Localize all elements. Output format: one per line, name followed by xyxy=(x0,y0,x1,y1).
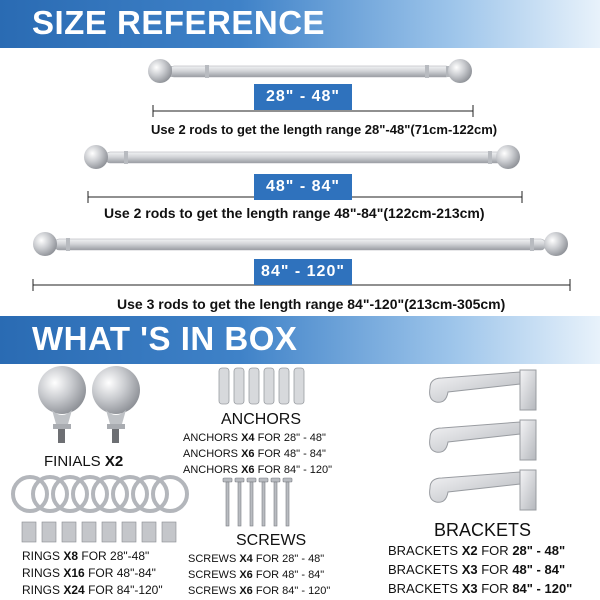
rings-image xyxy=(13,477,187,511)
rod-3 xyxy=(33,232,568,256)
rod-note-2: Use 2 rods to get the length range 48"-84"(122cm-213cm) xyxy=(104,205,485,221)
rod-2 xyxy=(84,145,520,169)
rod-1 xyxy=(148,59,472,83)
screws-label: SCREWS xyxy=(236,532,307,549)
screws-image xyxy=(223,478,292,526)
range-badge-1: 28" - 48" xyxy=(254,84,352,110)
anchors-image xyxy=(219,368,304,404)
brackets-line-3: BRACKETS X3 FOR 84" - 120" xyxy=(388,581,573,596)
rod-note-1: Use 2 rods to get the length range 28"-48"(71cm-122cm) xyxy=(151,122,498,137)
anchors-label: ANCHORS xyxy=(221,411,302,428)
range-badge-3: 84" - 120" xyxy=(254,259,352,285)
anchors-line-1: ANCHORS X4 FOR 28" - 48" xyxy=(183,432,326,444)
size-reference-title: SIZE REFERENCE xyxy=(32,4,326,41)
brackets-image xyxy=(430,370,536,510)
anchors-line-2: ANCHORS X6 FOR 48" - 84" xyxy=(183,448,326,460)
rings-line-3: RINGS X24 FOR 84"-120" xyxy=(22,583,163,597)
brackets-label: BRACKETS xyxy=(434,520,532,540)
ring-clips xyxy=(22,522,176,542)
screws-line-3: SCREWS X6 FOR 84" - 120" xyxy=(188,585,331,597)
screws-line-2: SCREWS X6 FOR 48" - 84" xyxy=(188,569,325,581)
brackets-line-2: BRACKETS X3 FOR 48" - 84" xyxy=(388,562,566,577)
brackets-line-1: BRACKETS X2 FOR 28" - 48" xyxy=(388,543,566,558)
rings-line-1: RINGS X8 FOR 28"-48" xyxy=(22,549,150,563)
anchors-line-3: ANCHORS X6 FOR 84" - 120" xyxy=(183,464,333,476)
screws-line-1: SCREWS X4 FOR 28" - 48" xyxy=(188,553,325,565)
whats-in-box-title: WHAT 'S IN BOX xyxy=(32,320,298,357)
finials-image xyxy=(38,366,140,443)
rings-line-2: RINGS X16 FOR 48"-84" xyxy=(22,566,156,580)
finials-label: FINIALS X2 xyxy=(44,453,124,470)
range-badge-2: 48" - 84" xyxy=(254,174,352,200)
rod-note-3: Use 3 rods to get the length range 84"-120"(213cm-305cm) xyxy=(117,296,506,312)
